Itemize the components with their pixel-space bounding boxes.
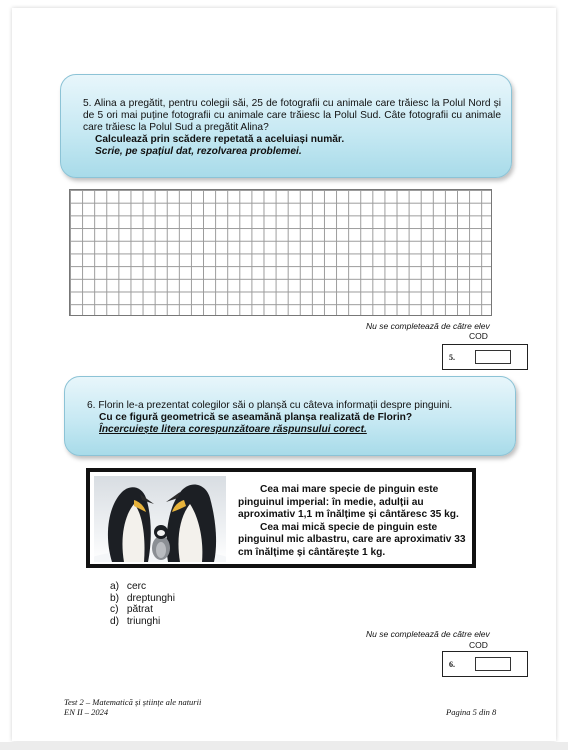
question-5-text: 5. Alina a pregătit, pentru colegii săi, 25 de fotografii cu animale care trăiesc la Polul Nord și de 5 ori mai puține fotografii cu animale care trăiesc la Polul Sud. Câte fotografii cu animale care trăiesc la Polul Sud a pregătit Alina? <box>83 98 501 133</box>
option-d-label: triunghi <box>126 615 161 627</box>
option-a[interactable] <box>110 581 175 593</box>
option-a-label: cerc <box>126 581 147 592</box>
option-a-letter: a) <box>110 581 120 592</box>
option-d-letter: d) <box>110 615 120 627</box>
option-d[interactable] <box>110 616 175 628</box>
option-c-label: pătrat <box>126 604 153 616</box>
cod-box-5 <box>442 344 528 370</box>
penguin-photo <box>94 476 226 562</box>
question-5-instruction-write: Scrie, pe spațiul dat, rezolvarea problemei. <box>95 146 302 157</box>
cod-label-5: COD <box>469 331 488 341</box>
penguin-info-text <box>238 484 474 559</box>
cod-input-5[interactable] <box>475 350 511 364</box>
penguin-info-poster <box>86 468 476 568</box>
info-paragraph-2: Cea mai mică specie de pinguin este pinguinul mic albastru, care are aproximativ 33 cm înălțime și cântărește 1 kg. <box>238 521 466 558</box>
option-b-letter: b) <box>110 592 120 604</box>
option-b-label: dreptunghi <box>126 592 175 604</box>
cod-number-6: 6. <box>449 660 455 669</box>
option-c[interactable] <box>110 604 175 616</box>
cod-box-6 <box>442 651 528 677</box>
question-6-instruction-circle: Încercuiește litera corespunzătoare răspunsului corect. <box>99 424 367 435</box>
penguin-illustration <box>94 476 226 562</box>
question-5-box <box>60 74 512 178</box>
question-6-text: 6. Florin le-a prezentat colegilor săi o planșă cu câteva informații despre pinguini. <box>87 400 453 411</box>
cod-input-6[interactable] <box>475 657 511 671</box>
cod-label-6: COD <box>469 640 488 650</box>
question-5-instruction-calc: Calculează prin scădere repetată a aceluiași număr. <box>95 134 345 145</box>
cod-number-5: 5. <box>449 353 455 362</box>
question-6-box <box>64 376 516 456</box>
footer-left <box>64 697 201 717</box>
answer-options <box>110 581 175 627</box>
footer-exam-year: EN II – 2024 <box>64 707 109 717</box>
footer-test-title: Test 2 – Matematică și științe ale naturii <box>64 697 202 707</box>
question-6-instruction-question: Cu ce figură geometrică se aseamănă planșa realizată de Florin? <box>99 412 413 423</box>
answer-grid[interactable] <box>69 189 492 316</box>
grader-note-6: Nu se completează de către elev <box>366 629 490 639</box>
info-paragraph-1: Cea mai mare specie de pinguin este pinguinul imperial: în medie, adulții au aproximativ 1,1 m înălțime și cântăresc 35 kg. <box>238 484 459 520</box>
option-b[interactable] <box>110 593 175 605</box>
grader-note-5: Nu se completează de către elev <box>366 321 490 331</box>
footer-page-number: Pagina 5 din 8 <box>446 707 497 717</box>
page-bottom-strip <box>0 742 568 750</box>
option-c-letter: c) <box>110 604 119 616</box>
